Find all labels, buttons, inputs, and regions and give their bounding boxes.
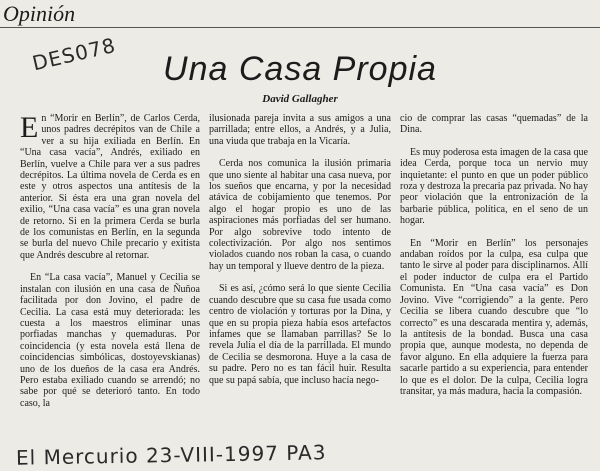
paragraph: En “La casa vacía”, Manuel y Cecilia se instalan con ilusión en una casa de Ñuñoa facilitada por don Jovino, el padre de Cecilia. La casa está muy deteriorada: les cuesta a los maestros eliminar unas porfiadas manchas y quemaduras. Por coincidencia (y esta novela está llena de coincidencias simbólicas, dostoyevskianas) uno de los dueños de la casa era Andrés. Pero estaba exiliado cuando se arrendó; no sabe por qué se deterioró tanto. En todo caso, la	[20, 272, 200, 409]
section-label: Opinión	[3, 1, 76, 26]
article-author: David Gallagher	[262, 93, 338, 105]
paragraph-text: n “Morir en Berlín”, de Carlos Cerda, unos padres decrépitos van de Chile a ver a su hija exiliada en Berlín. En “Una casa vacía”, Andrés, exiliado en Berlín, vuelve a Chile para ver a sus padres decrépitos. La última novela de Cerda es en este y otros aspectos una antítesis de la anterior. Si ésta era una gran novela del exilio, “Una casa vacía” es una gran novela de retorno. Si en la primera Cerda se burla de los comunistas en Berlín, en la segunda se burla del nuevo Chile precario y exitista que Andrés descubre al retornar.	[20, 113, 200, 261]
paragraph	[20, 113, 200, 261]
paragraph: cio de comprar las casas “quemadas” de la Dina.	[400, 113, 588, 136]
handwritten-archive-code: DES078	[30, 32, 119, 76]
paragraph: ilusionada pareja invita a sus amigos a una parrillada; entre ellos, a Andrés, y a Julia, una viuda que trabaja en la Vicaría.	[209, 113, 391, 147]
drop-cap: E	[20, 111, 39, 144]
paragraph: En “Morir en Berlín” los personajes andaban roídos por la culpa, esa culpa que tanto le sirve al poder para disciplinarnos. Allí el poder inductor de culpa era el Partido Comunista. En “Una casa vacía” es Don Jovino. Vive “corrigiendo” a la gente. Pero Cecilia se libera cuando descubre que “lo correcto” es una descarada mentira y, además, la antítesis de la bondad. Busca una casa propia que, aunque modesta, no dependa de favor alguno. En ella adquiere la fuerza para sacarle partido a su experiencia, para entender lo que es el dolor. De la culpa, Cecilia logra transitar, ya más madura, hacia la compasión.	[400, 237, 588, 397]
paragraph: Cerda nos comunica la ilusión primaria que uno siente al habitar una casa nueva, por los sueños que encarna, y por la necesidad atávica de cobijamiento que tenemos. Por algo el hogar propio es uno de las aspiraciones más porfiadas del ser humano. Por algo sobrevive todo intento de colectivización. Por algo nos sentimos violados cuando nos roban la casa, o cuando hay un temporal y llueve dentro de la pieza.	[209, 158, 391, 272]
paragraph: Es muy poderosa esta imagen de la casa que idea Cerda, porque toca un nervio muy inquietante: el punto en que un poder público roza y destroza la precaria paz privada. No hay peor violación que la entronización de la barbarie pública, política, en el seno de un hogar.	[400, 146, 588, 227]
article-column-1	[20, 113, 200, 409]
article-title: Una Casa Propia	[163, 50, 437, 88]
handwritten-source-note: El Mercurio 23-VIII-1997 PA3	[15, 440, 327, 470]
article-column-2	[209, 113, 391, 386]
paragraph: Si es así, ¿cómo será lo que siente Cecilia cuando descubre que su casa fue usada como centro de violación y torturas por la Dina, y que en su propia pieza había esos artefactos infames que se llamaban parrillas? Se lo revela Julia el día de la parrillada. El mundo de Cecilia se desmorona. Huye a la casa de su padre. Pero no es tan fácil huir. Resulta que su papá sabía, que incluso hacía nego-	[209, 283, 391, 386]
article-column-3	[400, 113, 588, 397]
top-rule	[0, 27, 600, 28]
